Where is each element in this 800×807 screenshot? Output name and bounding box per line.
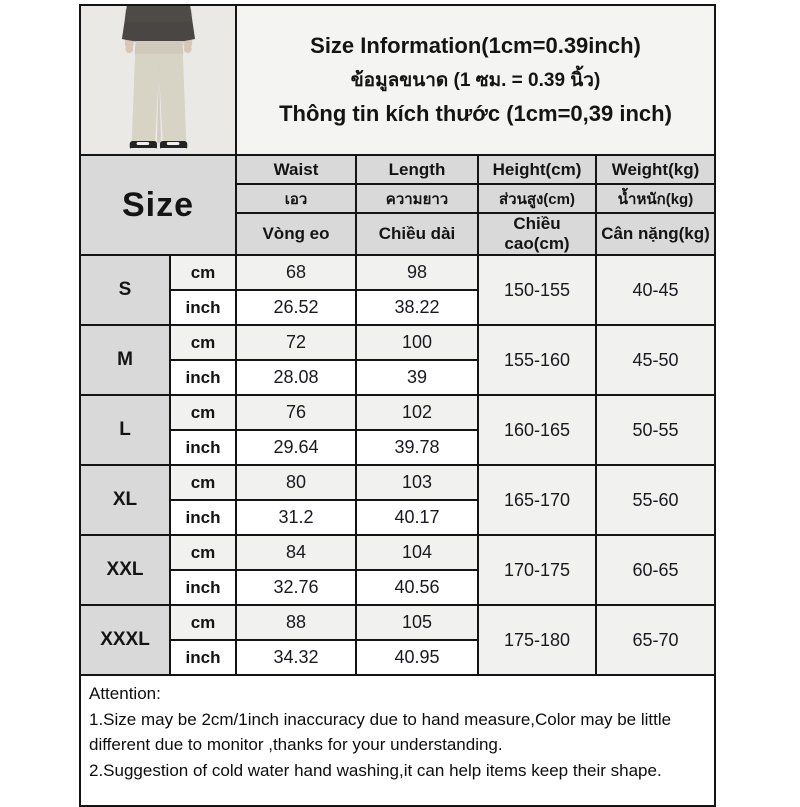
table-row-xl-cm (80, 465, 715, 500)
length-cm-value: 102 (356, 395, 478, 430)
table-row-l-cm (80, 395, 715, 430)
attention-row (80, 675, 715, 806)
title-thai: ข้อมูลขนาด (1 ซม. = 0.39 นิ้ว) (350, 70, 601, 91)
unit-inch: inch (170, 360, 236, 395)
table-row-m-cm (80, 325, 715, 360)
table-row-s-cm (80, 255, 715, 290)
waist-header-th: เอว (236, 184, 356, 213)
length-cm-value: 104 (356, 535, 478, 570)
unit-inch: inch (170, 430, 236, 465)
size-label-xxl: XXL (80, 535, 170, 605)
weight-range: 40-45 (596, 255, 715, 325)
unit-cm: cm (170, 255, 236, 290)
pants-model-illustration (81, 6, 235, 154)
size-label-l: L (80, 395, 170, 465)
title-vietnamese: Thông tin kích thước (1cm=0,39 inch) (279, 101, 672, 126)
unit-cm: cm (170, 465, 236, 500)
length-inch-value: 40.56 (356, 570, 478, 605)
unit-inch: inch (170, 500, 236, 535)
height-range: 175-180 (478, 605, 596, 675)
height-header-en: Height(cm) (478, 155, 596, 184)
attention-heading: Attention: (89, 684, 161, 703)
height-header-vi: Chiều cao(cm) (478, 213, 596, 255)
length-cm-value: 100 (356, 325, 478, 360)
attention-line-1: 1.Size may be 2cm/1inch inaccuracy due to hand measure,Color may be little different due to monitor ,thanks for your understanding. (89, 709, 672, 754)
length-header-en: Length (356, 155, 478, 184)
waist-cm-value: 80 (236, 465, 356, 500)
weight-header-th: น้ำหนัก(kg) (596, 184, 715, 213)
waist-header-en: Waist (236, 155, 356, 184)
waist-inch-value: 28.08 (236, 360, 356, 395)
height-header-th: ส่วนสูง(cm) (478, 184, 596, 213)
unit-cm: cm (170, 325, 236, 360)
unit-cm: cm (170, 605, 236, 640)
length-cm-value: 105 (356, 605, 478, 640)
length-inch-value: 39.78 (356, 430, 478, 465)
size-label-xl: XL (80, 465, 170, 535)
waist-inch-value: 29.64 (236, 430, 356, 465)
length-inch-value: 38.22 (356, 290, 478, 325)
waist-cm-value: 68 (236, 255, 356, 290)
waist-cm-value: 84 (236, 535, 356, 570)
weight-range: 45-50 (596, 325, 715, 395)
waist-cm-value: 76 (236, 395, 356, 430)
table-row-xxxl-cm (80, 605, 715, 640)
attention-line-2: 2.Suggestion of cold water hand washing,it can help items keep their shape. (89, 760, 662, 780)
height-range: 170-175 (478, 535, 596, 605)
length-cm-value: 98 (356, 255, 478, 290)
column-header-row-en (80, 155, 715, 184)
weight-header-vi: Cân nặng(kg) (596, 213, 715, 255)
length-header-vi: Chiều dài (356, 213, 478, 255)
title-block (236, 5, 715, 155)
height-range: 155-160 (478, 325, 596, 395)
size-column-header: Size (80, 155, 236, 255)
weight-range: 50-55 (596, 395, 715, 465)
length-inch-value: 40.17 (356, 500, 478, 535)
height-range: 165-170 (478, 465, 596, 535)
header-banner-row (80, 5, 715, 155)
size-label-s: S (80, 255, 170, 325)
length-cm-value: 103 (356, 465, 478, 500)
waist-cm-value: 72 (236, 325, 356, 360)
length-header-th: ความยาว (356, 184, 478, 213)
table-row-xxl-cm (80, 535, 715, 570)
waist-cm-value: 88 (236, 605, 356, 640)
waist-inch-value: 31.2 (236, 500, 356, 535)
unit-cm: cm (170, 535, 236, 570)
attention-note (80, 675, 715, 806)
size-chart-table (79, 4, 716, 807)
waist-inch-value: 26.52 (236, 290, 356, 325)
length-inch-value: 40.95 (356, 640, 478, 675)
size-label-xxxl: XXXL (80, 605, 170, 675)
weight-header-en: Weight(kg) (596, 155, 715, 184)
title-english: Size Information(1cm=0.39inch) (310, 33, 641, 58)
weight-range: 65-70 (596, 605, 715, 675)
weight-range: 60-65 (596, 535, 715, 605)
size-chart-sheet (79, 4, 714, 807)
height-range: 150-155 (478, 255, 596, 325)
unit-inch: inch (170, 290, 236, 325)
waist-inch-value: 34.32 (236, 640, 356, 675)
length-inch-value: 39 (356, 360, 478, 395)
size-label-m: M (80, 325, 170, 395)
product-photo (80, 5, 236, 155)
unit-cm: cm (170, 395, 236, 430)
height-range: 160-165 (478, 395, 596, 465)
weight-range: 55-60 (596, 465, 715, 535)
waist-header-vi: Vòng eo (236, 213, 356, 255)
unit-inch: inch (170, 640, 236, 675)
waist-inch-value: 32.76 (236, 570, 356, 605)
unit-inch: inch (170, 570, 236, 605)
